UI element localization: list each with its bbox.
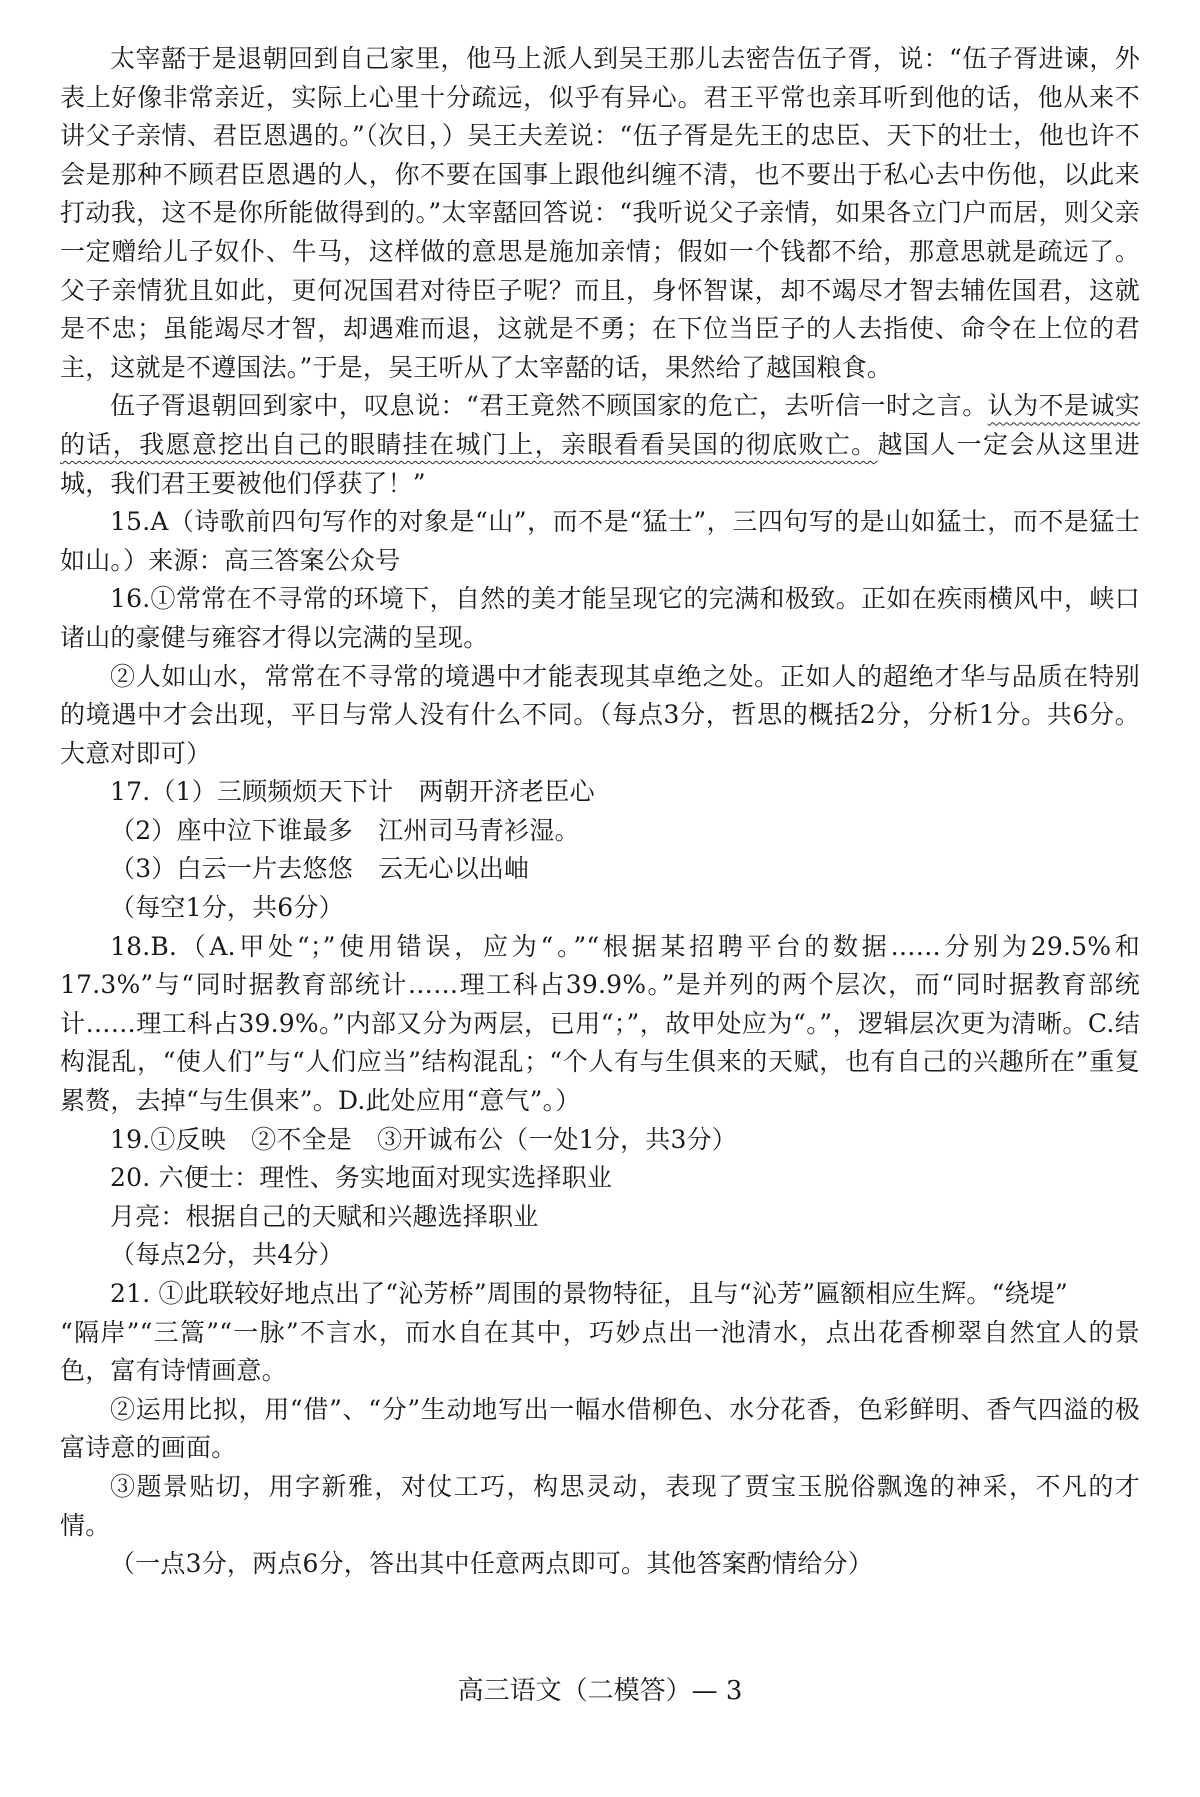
answer-15: 15.A（诗歌前四句写作的对象是“山”，而不是“猛士”，三四句写的是山如猛士，而不是猛士如山。）来源：高三答案公众号 <box>60 507 1140 575</box>
answer-16-point-2: ②人如山水，常常在不寻常的境遇中才能表现其卓绝之处。正如人的超绝才华与品质在特别的境遇中才会出现，平日与常人没有什么不同。（每点3分，哲思的概括2分，分析1分。共6分。大意对即可） <box>60 661 1140 768</box>
answer-18: 18.B.（A.甲处“；”使用错误，应为“。”“根据某招聘平台的数据……分别为29.5%和17.3%”与“同时据教育部统计……理工科占39.9%。”是并列的两个层次，而“同时据教育部统计……理工科占39.9%。”内部又分为两层，已用“；”，故甲处应为“。”，逻辑层次更为清晰。C.结构混乱，“使人们”与“人们应当”结构混乱；“个人有与生俱来的天赋，也有自己的兴趣所在”重复累赘，去掉“与生俱来”。D.此处应用“意气”。） <box>60 931 1140 1116</box>
answer-21-point-2: ②运用比拟，用“借”、“分”生动地写出一幅水借柳色、水分花香，色彩鲜明、香气四溢的极富诗意的画面。 <box>60 1394 1140 1463</box>
answer-16-point-1: 16.①常常在不寻常的环境下，自然的美才能呈现它的完满和极致。正如在疾雨横风中，峡口诸山的豪健与雍容才得以完满的呈现。 <box>60 584 1140 652</box>
translation-paragraph-1: 太宰嚭于是退朝回到自己家里，他马上派人到吴王那儿去密告伍子胥，说：“伍子胥进谏，外表上好像非常亲近，实际上心里十分疏远，似乎有异心。君王平常也亲耳听到他的话，他从来不讲父子亲情、君臣恩遇的。”（次日，）吴王夫差说：“伍子胥是先王的忠臣、天下的壮士，他也许不会是那种不顾君臣恩遇的人，你不要在国事上跟他纠缠不清，也不要出于私心去中伤他，以此来打动我，这不是你所能做得到的。”太宰嚭回答说：“我听说父子亲情，如果各立门户而居，则父亲一定赠给儿子奴仆、牛马，这样做的意思是施加亲情；假如一个钱都不给，那意思就是疏远了。父子亲情犹且如此，更何况国君对待臣子呢？而且，身怀智谋，却不竭尽才智去辅佐国君，这就是不忠；虽能竭尽才智，却遇难而退，这就是不勇；在下位当臣子的人去指使、命令在上位的君主，这就是不遵国法。”于是，吴王听从了太宰嚭的话，果然给了越国粮食。 <box>60 44 1140 382</box>
answer-21-point-3: ③题景贴切，用字新雅，对仗工巧，构思灵动，表现了贾宝玉脱俗飘逸的神采，不凡的才情。 <box>60 1471 1140 1540</box>
answer-20-score: （每点2分，共4分） <box>110 1240 344 1270</box>
answer-21-point-1 <box>60 1275 1140 1391</box>
wavy-underlined-sentence: 认为不是诚实的话，我愿意挖出自己的眼睛挂在城门上，亲眼看看吴国的彻底败亡。 <box>60 391 1140 459</box>
page-footer: 高三语文（二模答）— 3 <box>457 1676 743 1706</box>
answer-17-score: （每空1分，共6分） <box>110 893 344 923</box>
translation-paragraph-2 <box>60 387 1140 503</box>
answer-17-line-2: （2）座中泣下谁最多 江州司马青衫湿。 <box>110 815 580 845</box>
answer-21-point-1-first-line: 21. ①此联较好地点出了“沁芳桥”周围的景物特征，且与“沁芳”匾额相应生辉。“绕堤” <box>110 1279 1068 1308</box>
answer-21-score: （一点3分，两点6分，答出其中任意两点即可。其他答案酌情给分） <box>110 1549 874 1579</box>
answer-21-point-1-rest: “隔岸”“三篙”“一脉”不言水，而水自在其中，巧妙点出一池清水，点出花香柳翠自然宜人的景色，富有诗情画意。 <box>60 1317 1140 1386</box>
paragraph-2-lead: 伍子胥退朝回到家中，叹息说：“君王竟然不顾国家的危亡，去听信一时之言。 <box>110 391 988 421</box>
answer-content <box>60 40 1140 1584</box>
answer-20-line-2: 月亮：根据自己的天赋和兴趣选择职业 <box>110 1201 539 1231</box>
answer-17-line-1: 17.（1）三顾频烦天下计 两朝开济老臣心 <box>110 777 595 807</box>
answer-17-line-3: （3）白云一片去悠悠 云无心以出岫 <box>110 854 530 884</box>
answer-19: 19.①反映 ②不全是 ③开诚布公（一处1分，共3分） <box>110 1124 737 1154</box>
paragraph-2-tail: 越国人一定会从这里进城，我们君王要被他们俘获了！” <box>60 429 1140 498</box>
answer-20-line-1: 20. 六便士：理性、务实地面对现实选择职业 <box>110 1163 613 1193</box>
